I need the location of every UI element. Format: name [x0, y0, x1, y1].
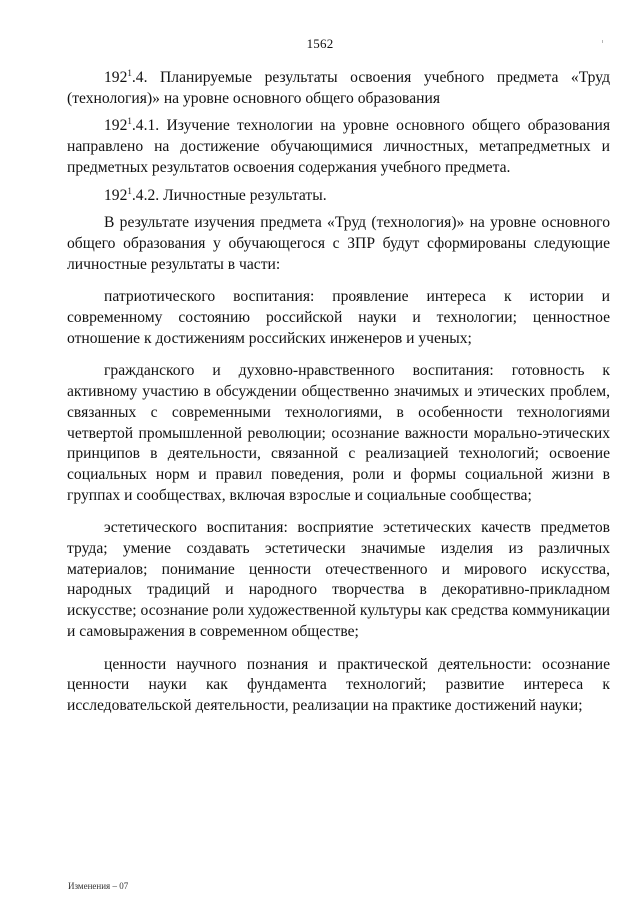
section-heading-192-1-4	[67, 68, 610, 109]
paragraph-192-1-4-2	[67, 186, 610, 207]
document-body	[67, 68, 610, 717]
section-number-superscript: 1	[127, 116, 132, 127]
section-number-base: 192	[104, 117, 128, 135]
paragraph-192-1-4-1	[67, 116, 610, 178]
section-number-base: 192	[104, 186, 128, 204]
section-number-superscript: 1	[127, 185, 132, 196]
paragraph-patriotic-education: патриотического воспитания: проявление интереса к истории и современному состоянию российской науки и технологии; ценностное отношение к достижениям российских инженеров и ученых;	[67, 288, 610, 347]
paragraph-text: .4.1. Изучение технологии на уровне основного общего образования направлено на достижение обучающимися личностных, метапредметных и предметных результатов освоения содержания учебного предмета.	[67, 117, 610, 176]
section-heading-text: .4. Планируемые результаты освоения учебного предмета «Труд (технология)» на уровне основного общего образования	[67, 69, 610, 107]
paragraph-personal-results-intro: В результате изучения предмета «Труд (технология)» на уровне основного общего образования у обучающегося с ЗПР будут сформированы следующие личностные результаты в части:	[67, 214, 610, 273]
paragraph-civic-moral-education: гражданского и духовно-нравственного воспитания: готовность к активному участию в обсуждении общественно значимых и этических проблем, связанных с современными технологиями, в особенности технологиями четвертой промышленной революции; осознание важности морально-этических принципов в деятельности, связанной с реализацией технологий; освоение социальных норм и правил поведения, роли и формы социальной жизни в группах и сообществах, включая взрослые и социальные сообщества;	[67, 362, 610, 504]
page-number: 1562	[306, 36, 334, 51]
paragraph-scientific-knowledge: ценности научного познания и практической деятельности: осознание ценности науки как фундамента технологий; развитие интереса к исследовательской деятельности, реализации на практике достижений науки;	[67, 655, 610, 714]
footer-revision-note: Изменения – 07	[68, 881, 129, 891]
paragraph-aesthetic-education: эстетического воспитания: восприятие эстетических качеств предметов труда; умение создавать эстетически значимые изделия из различных материалов; понимание ценности отечественного и мирового искусства, народных традиций и народного творчества в декоративно-прикладном искусстве; осознание роли художественной культуры как средства коммуникации и самовыражения в современном обществе;	[67, 519, 610, 640]
section-number-base: 192	[104, 69, 128, 86]
paragraph-text: .4.2. Личностные результаты.	[131, 186, 327, 204]
section-number-superscript: 1	[127, 67, 132, 78]
